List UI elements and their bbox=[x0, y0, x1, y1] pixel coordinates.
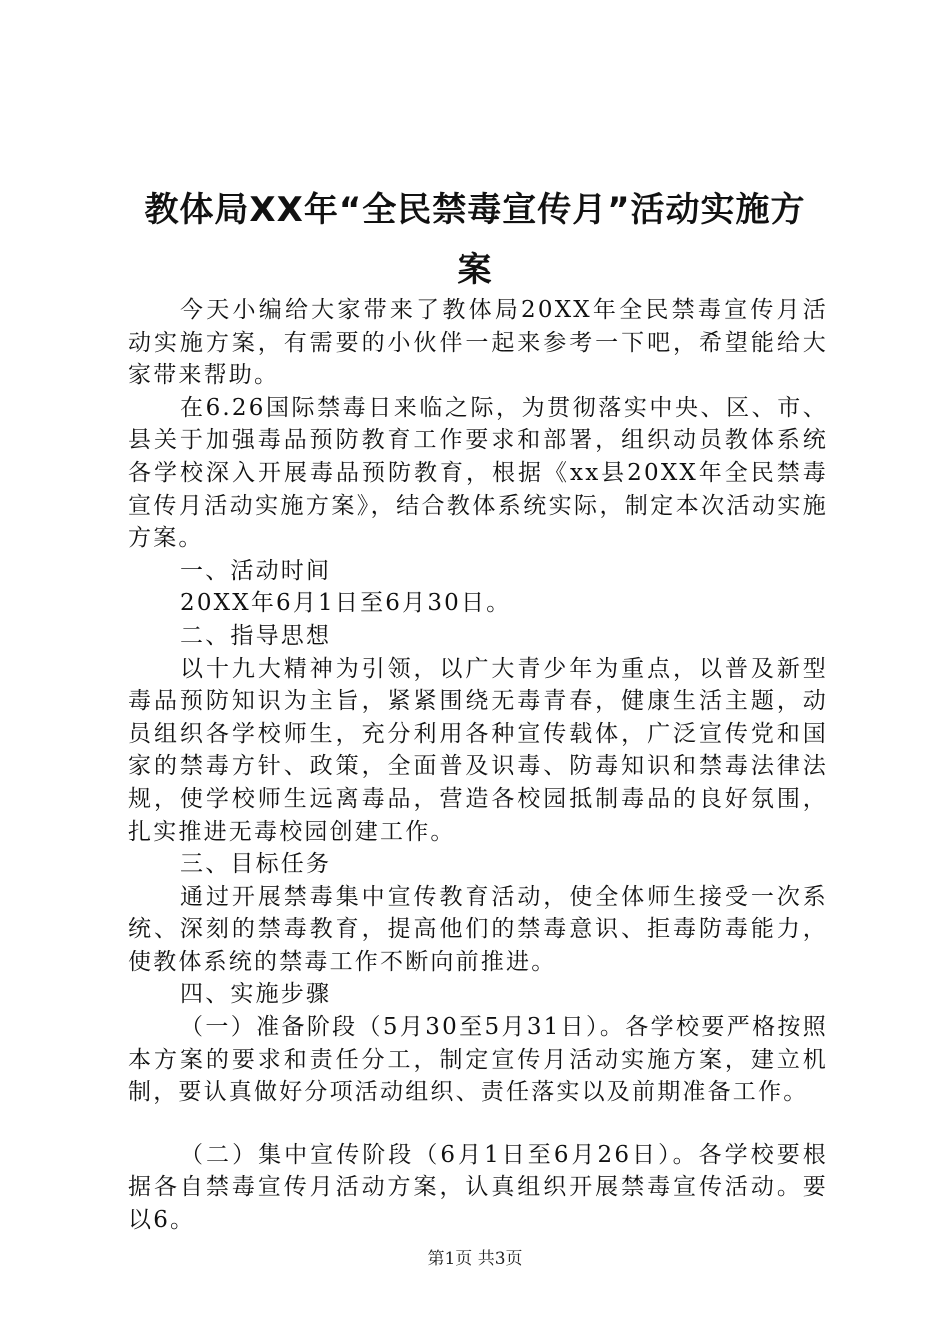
section-heading-goals: 三、目标任务 bbox=[180, 851, 332, 878]
section-heading-time: 一、活动时间 bbox=[180, 557, 332, 584]
page-footer: 第1页 共3页 bbox=[427, 1249, 523, 1269]
step-two-paragraph: （二）集中宣传阶段（6月1日至6月26日）。各学校要根据各自禁毒宣传月活动方案，认真组织开展禁毒宣传活动。要以6。 bbox=[128, 1141, 828, 1234]
step-one-paragraph: （一）准备阶段（5月30至5月31日）。各学校要严格按照本方案的要求和责任分工，制定宣传月活动实施方案，建立机制，要认真做好分项活动组织、责任落实以及前期准备工作。 bbox=[128, 1014, 828, 1106]
intro-paragraph: 今天小编给大家带来了教体局20XX年全民禁毒宣传月活动实施方案，有需要的小伙伴一起来参考一下吧，希望能给大家带来帮助。 bbox=[128, 297, 828, 389]
background-paragraph: 在6.26国际禁毒日来临之际，为贯彻落实中央、区、市、县关于加强毒品预防教育工作要求和部署，组织动员教体系统各学校深入开展毒品预防教育，根据《xx县20XX年全民禁毒宣传月活动实施方案》，结合教体系统实际，制定本次活动实施方案。 bbox=[128, 394, 828, 552]
time-paragraph: 20XX年6月1日至6月30日。 bbox=[180, 590, 512, 617]
section-heading-steps: 四、实施步骤 bbox=[180, 981, 332, 1008]
document-title-line-2: 案 bbox=[457, 250, 493, 290]
goals-paragraph: 通过开展禁毒集中宣传教育活动，使全体师生接受一次系统、深刻的禁毒教育，提高他们的禁毒意识、拒毒防毒能力，使教体系统的禁毒工作不断向前推进。 bbox=[128, 883, 828, 975]
section-heading-guidance: 二、指导思想 bbox=[180, 622, 332, 649]
document-title-line-1: 教体局XX年“全民禁毒宣传月”活动实施方 bbox=[144, 190, 806, 230]
paragraph-gap bbox=[128, 1109, 828, 1139]
guidance-paragraph: 以十九大精神为引领，以广大青少年为重点，以普及新型毒品预防知识为主旨，紧紧围绕无毒青春，健康生活主题，动员组织各学校师生，充分利用各种宣传载体，广泛宣传党和国家的禁毒方针、政策，全面普及识毒、防毒知识和禁毒法律法规，使学校师生远离毒品，营造各校园抵制毒品的良好氛围，扎实推进无毒校园创建工作。 bbox=[128, 655, 828, 845]
document-body bbox=[128, 294, 828, 1237]
